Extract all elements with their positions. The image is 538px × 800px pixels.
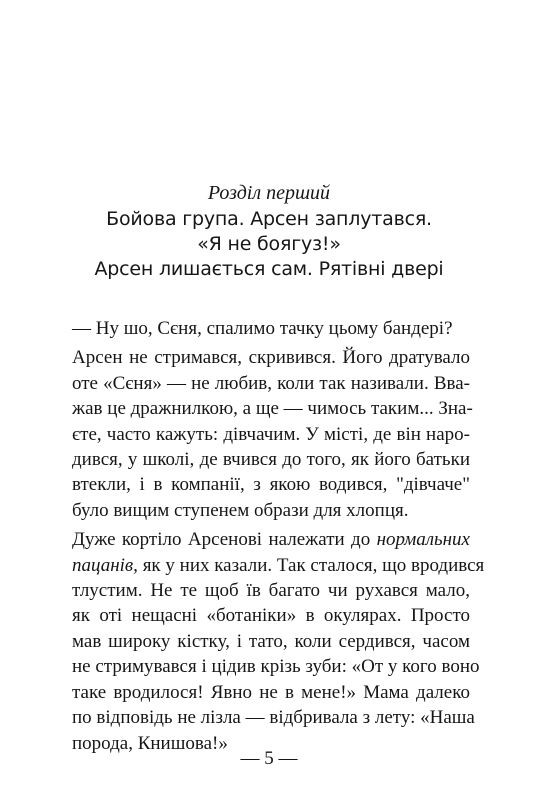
text-line: було вищим ступенем образи для хлопця. <box>72 499 409 521</box>
text-line: єте, часто кажуть: дівчачим. У місті, де він наро- <box>72 423 470 445</box>
text-line: мав широку кістку, і тато, коли сердився, часом <box>72 630 470 652</box>
page-number: — 5 — <box>240 748 298 769</box>
text-line: оте «Сєня» — не любив, коли так називали. Вва- <box>72 372 470 394</box>
emphasized-text: пацанів, <box>72 554 138 576</box>
chapter-title-line: Арсен лишається сам. Рятівні двері <box>94 258 444 280</box>
body-text <box>72 316 485 756</box>
text-line <box>72 553 485 578</box>
text-line: порода, Книшова!» <box>72 732 228 754</box>
text-line: тлустим. Не те щоб їв багато чи рухався мало, <box>72 580 470 602</box>
paragraph <box>72 345 473 523</box>
paragraph <box>72 527 485 756</box>
text-line <box>72 527 470 552</box>
chapter-heading <box>60 181 478 282</box>
text-line: дився, у школі, де вчився до того, як його батьки <box>72 449 470 471</box>
paragraph <box>72 316 470 341</box>
text-line: втекли, і в компанії, з якою водився, "дівчаче" <box>72 474 470 496</box>
text-line: Арсен не стримався, скривився. Його дратувало <box>72 347 470 369</box>
chapter-title <box>60 207 478 282</box>
text-line: по відповідь не лізла — відбривала з лету: «Наша <box>72 707 475 729</box>
text-line: жав це дражнилкою, а ще — чимось таким... Зна- <box>72 398 473 420</box>
text-line: — Ну шо, Сєня, спалимо тачку цьому бандері? <box>72 318 453 339</box>
chapter-title-line: «Я не боягуз!» <box>197 233 341 255</box>
chapter-label: Розділ перший <box>207 182 331 204</box>
emphasized-text: нормальних <box>376 529 470 551</box>
text-line: не стримувався і цідив крізь зуби: «От у кого воно <box>72 656 480 678</box>
text-run: Дуже кортіло Арсенові належати до <box>72 529 377 551</box>
text-run: як у них казали. Так сталося, що вродився <box>137 554 485 576</box>
text-line: таке вродилося! Явно не в мене!» Мама далеко <box>72 681 470 703</box>
text-line: як оті нещасні «ботаніки» в окулярах. Просто <box>72 605 470 627</box>
chapter-title-line: Бойова група. Арсен заплутався. <box>106 208 432 230</box>
